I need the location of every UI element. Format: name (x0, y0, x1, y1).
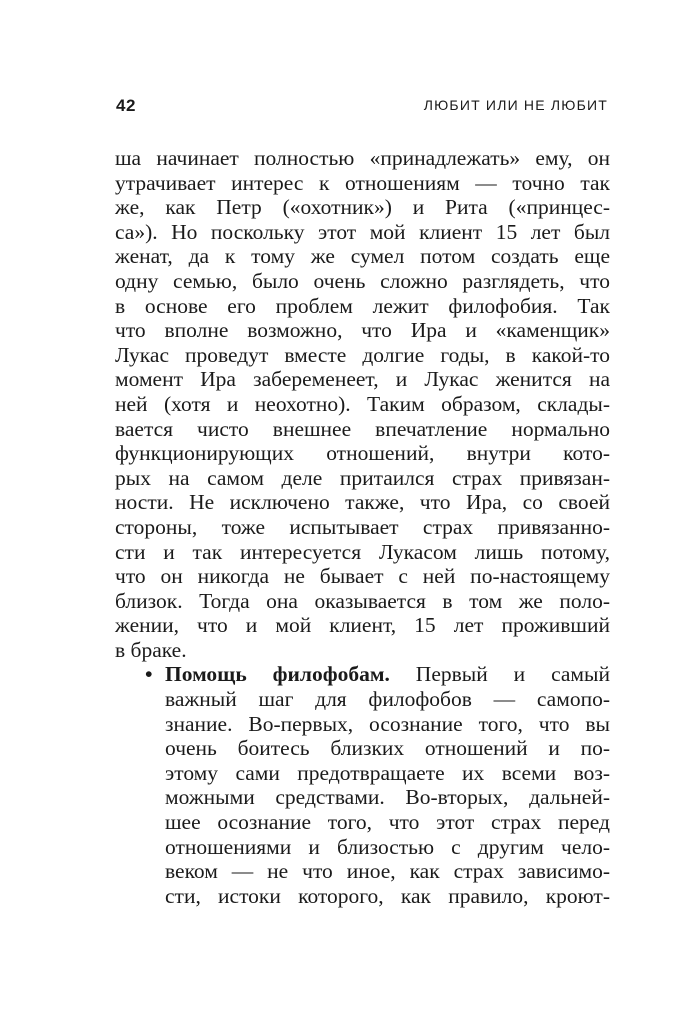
text-line: ней (хотя и неохотно). Таким образом, склады- (115, 391, 610, 416)
text-line: отношениями и близостью с другим чело- (165, 834, 610, 859)
text-line: веком — не что иное, как страх зависимо- (165, 859, 610, 884)
text-line: очень боитесь близких отношений и по- (165, 736, 610, 761)
body-text (115, 146, 610, 908)
text-line: рых на самом деле притаился страх привязан- (115, 465, 610, 490)
bullet-item (115, 662, 610, 908)
page-header (116, 96, 608, 120)
text-line: шее осознание того, что этот страх перед (165, 810, 610, 835)
text-line: сти и так интересуется Лукасом лишь потому, (115, 539, 610, 564)
text-line: можными средствами. Во-вторых, дальней- (165, 785, 610, 810)
bullet-text (165, 662, 610, 908)
text-line: ности. Не исключено также, что Ира, со своей (115, 490, 610, 515)
text-line: этому сами предотвращаете их всеми воз- (165, 760, 610, 785)
text-line: сти, истоки которого, как правило, кроют- (165, 883, 610, 908)
page-number: 42 (116, 96, 136, 115)
text-line: ша начинает полностью «принадлежать» ему, он (115, 146, 610, 170)
text-line: Лукас проведут вместе долгие годы, в какой-то (115, 342, 610, 367)
text-line: же, как Петр («охотник») и Рита («принцес- (115, 195, 610, 220)
paragraph (115, 146, 610, 662)
text-line: женат, да к тому же сумел потом создать еще (115, 244, 610, 269)
bullet-first-line: Первый и самый (389, 662, 610, 687)
text-line: функционирующих отношений, внутри кото- (115, 441, 610, 466)
text-line: знание. Во-первых, осознание того, что вы (165, 711, 610, 736)
text-line: важный шаг для филофобов — самопо- (165, 687, 610, 712)
bullet-heading: Помощь филофобам. (165, 662, 390, 687)
text-line: са»). Но поскольку этот мой клиент 15 лет был (115, 219, 610, 244)
text-line (165, 662, 610, 687)
text-line: в браке. (115, 637, 187, 662)
text-line: стороны, тоже испытывает страх привязанно- (115, 514, 610, 539)
text-line: жении, что и мой клиент, 15 лет проживший (115, 613, 610, 638)
bullet-icon: • (145, 662, 153, 687)
text-line: что вполне возможно, что Ира и «каменщик» (115, 318, 610, 343)
text-line: что он никогда не бывает с ней по-настоящему (115, 564, 610, 589)
text-line: утрачивает интерес к отношениям — точно так (115, 170, 610, 195)
text-line: вается чисто внешнее впечатление нормально (115, 416, 610, 441)
running-head: ЛЮБИТ ИЛИ НЕ ЛЮБИТ (423, 97, 608, 113)
text-line: одну семью, было очень сложно разглядеть, что (115, 268, 610, 293)
text-line: момент Ира забеременеет, и Лукас женится на (115, 367, 610, 392)
text-line: в основе его проблем лежит филофобия. Так (115, 293, 610, 318)
text-line: близок. Тогда она оказывается в том же поло- (115, 588, 610, 613)
